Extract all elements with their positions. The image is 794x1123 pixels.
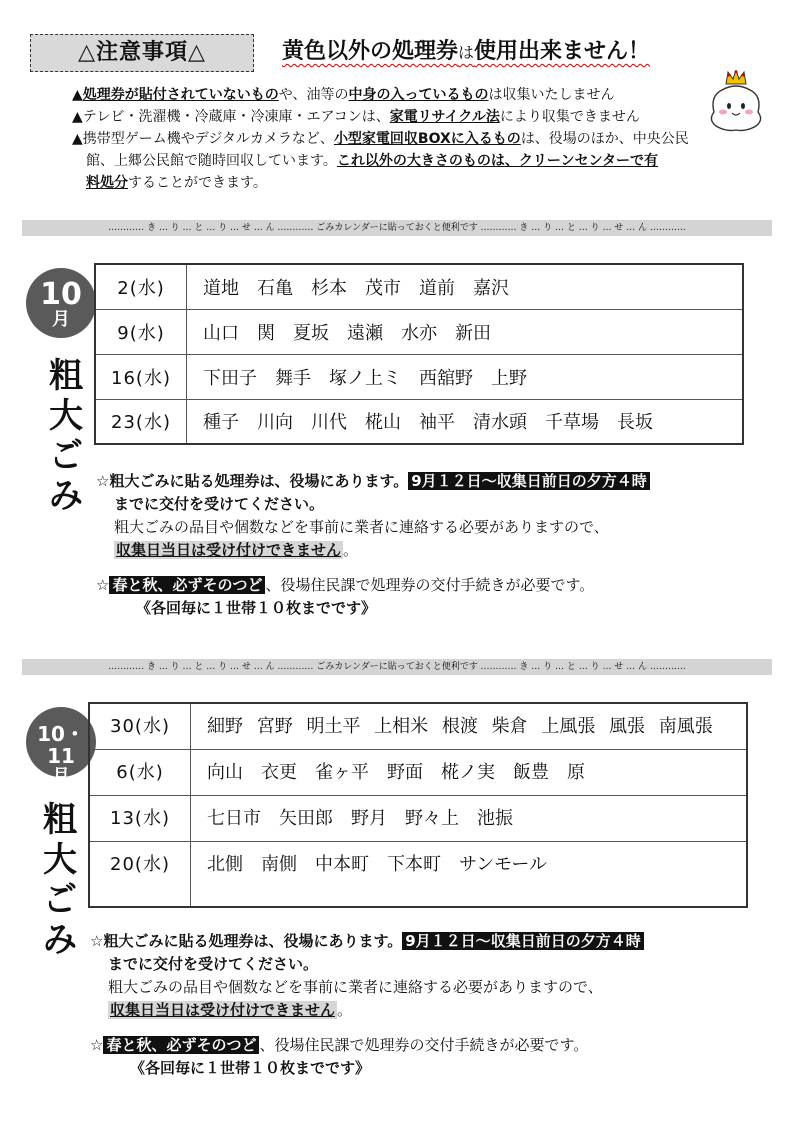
star-icon: ☆: [96, 576, 110, 594]
star-icon: ☆: [90, 1036, 104, 1054]
bullet-icon: ▲: [72, 87, 83, 103]
label-char: 粗: [49, 356, 83, 396]
contents-text: 中身の入っているもの: [348, 87, 489, 103]
info-text: 、役場住民課で処理券の交付手続きが必要です。: [265, 576, 595, 594]
table-row: [95, 264, 743, 309]
info-text: までに交付を受けてください。: [108, 955, 319, 973]
areas-cell: 種子 川向 川代 椛山 袖平 清水頭 千草場 長坂: [187, 399, 744, 444]
paid-disposal-text: 料処分: [86, 175, 128, 191]
cut-line-divider: ………… き … り … と … り … せ … ん ………… ごみカレンダーに貼っておくと便利です ………… き … り … と … り … せ … ん …………: [22, 659, 772, 675]
same-day-highlight: 収集日当日は受け付けできません: [110, 1001, 336, 1019]
table-row: [89, 795, 747, 841]
areas-cell: 向山 衣更 雀ヶ平 野面 椛ノ実 飯豊 原: [191, 749, 748, 795]
label-char: 粗: [43, 800, 77, 840]
date-cell: 23(水): [95, 399, 187, 444]
info-text: 粗大ごみの品目や個数などを事前に業者に連絡する必要がありますので、: [108, 978, 603, 996]
procedure-note: [96, 574, 756, 597]
badge-number: 10: [40, 277, 82, 312]
notice-title-box: [30, 34, 254, 72]
date-cell: 30(水): [89, 703, 191, 749]
info-text: 、役場住民課で処理券の交付手続きが必要です。: [259, 1036, 589, 1054]
notice-text: ▲テレビ・洗濯機・冷蔵庫・冷凍庫・エアコンは、: [72, 109, 390, 125]
notice-text: ▲携帯型ゲーム機やデジタルカメラなど、: [72, 131, 334, 147]
info-text: 。: [343, 541, 359, 559]
date-cell: 6(水): [89, 749, 191, 795]
headline-yellow-only: 黄色以外の処理券: [282, 39, 459, 64]
procedure-note: [90, 1034, 750, 1057]
headline-particle: は: [458, 43, 475, 62]
label-char: み: [43, 920, 77, 960]
cut-line-divider: ………… き … り … と … り … せ … ん ………… ごみカレンダーに貼っておくと便利です ………… き … り … と … り … せ … ん …………: [22, 220, 772, 236]
info-block-october: [96, 470, 756, 620]
badge-month: 月: [52, 766, 70, 787]
no-ticket-text: 処理券が貼付されていないもの: [82, 87, 279, 103]
date-cell: 16(水): [95, 354, 187, 399]
month-badge-october: [26, 268, 96, 338]
month-badge-october-november: [26, 707, 96, 787]
notice-line-2: [72, 106, 752, 128]
bulky-waste-label: [38, 800, 82, 960]
label-char: ご: [49, 436, 83, 476]
same-day-note: [90, 999, 750, 1022]
label-char: ご: [43, 880, 77, 920]
notice-line-1: [72, 84, 752, 106]
areas-cell: 下田子 舞手 塚ノ上ミ 西舘野 上野: [187, 354, 744, 399]
badge-number: 10・11: [37, 722, 85, 768]
table-row: [89, 703, 747, 749]
schedule-table-october: [94, 263, 744, 445]
notice-line-4: [72, 150, 752, 172]
notice-text: により収集できません: [499, 109, 640, 125]
table-row: [89, 749, 747, 795]
notice-text: は収集いたしません: [488, 87, 615, 103]
spring-autumn-highlight: 春と秋、必ずそのつど: [109, 576, 265, 594]
notice-text: 館、上郷公民館で随時回収しています。: [86, 153, 337, 169]
bulky-waste-label: [44, 356, 88, 516]
info-text: 粗大ごみの品目や個数などを事前に業者に連絡する必要がありますので、: [114, 518, 609, 536]
table-row: [95, 399, 743, 444]
clean-center-text: これ以外の大きさのものは、クリーンセンターで有: [336, 153, 659, 169]
small-appliance-box-text: 小型家電回収BOXに入るもの: [333, 131, 521, 147]
info-text: ☆粗大ごみに貼る処理券は、役場にあります。: [90, 932, 403, 950]
notice-headline: [282, 36, 650, 69]
label-char: 大: [49, 396, 83, 436]
info-text: ☆粗大ごみに貼る処理券は、役場にあります。: [96, 472, 409, 490]
date-cell: 9(水): [95, 309, 187, 354]
areas-cell: 七日市 矢田郎 野月 野々上 池振: [191, 795, 748, 841]
notice-title: △注意事項△: [78, 40, 206, 65]
notice-text: や、油等の: [278, 87, 349, 103]
info-text: までに交付を受けてください。: [114, 495, 325, 513]
notice-text: は、役場のほか、中央公民: [520, 131, 689, 147]
deadline-highlight: 9月１２日～収集日前日の夕方４時: [402, 932, 643, 950]
date-cell: 13(水): [89, 795, 191, 841]
table-row: [89, 841, 747, 907]
label-char: 大: [43, 840, 77, 880]
schedule-table-october-november: [88, 702, 748, 908]
table-row: [95, 354, 743, 399]
limit-note: 《各回毎に１世帯１０枚までです》: [130, 1059, 371, 1077]
date-cell: 2(水): [95, 264, 187, 309]
notice-line-3: [72, 128, 752, 150]
same-day-highlight: 収集日当日は受け付けできません: [116, 541, 342, 559]
label-char: み: [49, 476, 83, 516]
notice-text: することができます。: [128, 175, 267, 191]
same-day-note: [96, 539, 756, 562]
table-row: [95, 309, 743, 354]
ticket-location-text: [96, 470, 756, 493]
ticket-location-text: [90, 930, 750, 953]
recycling-law-text: 家電リサイクル法: [389, 109, 500, 125]
badge-month: 月: [52, 309, 70, 330]
spring-autumn-highlight: 春と秋、必ずそのつど: [103, 1036, 259, 1054]
limit-note: 《各回毎に１世帯１０枚までです》: [136, 599, 377, 617]
areas-cell: 山口 関 夏坂 遠瀬 水亦 新田: [187, 309, 744, 354]
areas-cell: 道地 石亀 杉本 茂市 道前 嘉沢: [187, 264, 744, 309]
headline-not-usable: 使用出来ません！: [474, 39, 651, 64]
date-cell: 20(水): [89, 841, 191, 907]
areas-cell: 北側 南側 中本町 下本町 サンモール: [191, 841, 748, 907]
notice-line-5: [72, 172, 752, 194]
info-block-october-november: [90, 930, 750, 1080]
deadline-highlight: 9月１２日～収集日前日の夕方４時: [408, 472, 649, 490]
areas-cell: 細野 宮野 明土平 上相米 根渡 柴倉 上風張 風張 南風張: [191, 703, 748, 749]
info-text: 。: [337, 1001, 353, 1019]
notice-body: [72, 84, 752, 194]
